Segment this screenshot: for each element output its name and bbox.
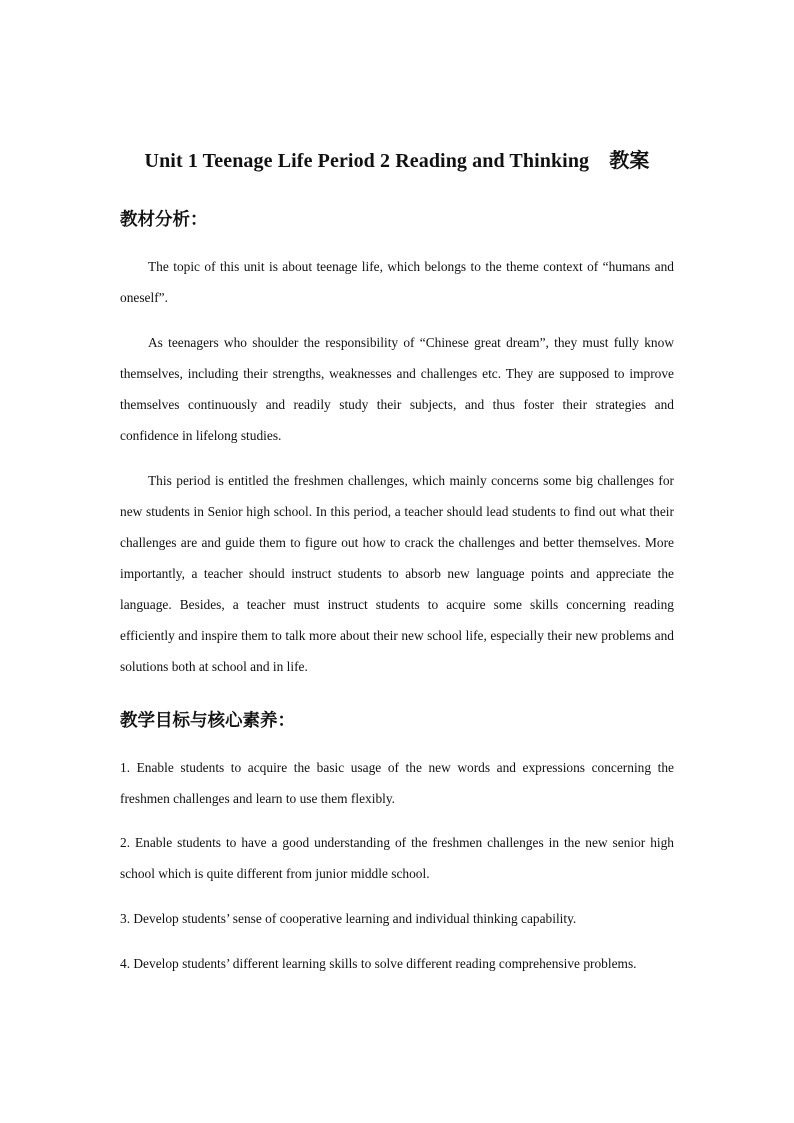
objective-item: 4. Develop students’ different learning skills to solve different reading comprehensive problems. xyxy=(120,956,637,971)
objective-item: 2. Enable students to have a good understanding of the freshmen challenges in the new senior high school which is quite different from junior middle school. xyxy=(120,835,674,881)
document-title: Unit 1 Teenage Life Period 2 Reading and Thinking 教案 xyxy=(144,150,650,172)
objective-item: 3. Develop students’ sense of cooperative learning and individual thinking capability. xyxy=(120,911,577,926)
paragraph: As teenagers who shoulder the responsibility of “Chinese great dream”, they must fully know themselves, including their strengths, weaknesses and challenges etc. They are supposed to improve themselves continuously and readily study their subjects, and thus foster their strategies and confidence in lifelong studies. xyxy=(120,335,674,443)
paragraph: The topic of this unit is about teenage life, which belongs to the theme context of “humans and oneself”. xyxy=(120,259,674,305)
paragraph: This period is entitled the freshmen challenges, which mainly concerns some big challenges for new students in Senior high school. In this period, a teacher should lead students to find out what their challenges are and guide them to figure out how to crack the challenges and better themselves. More importantly, a teacher should instruct students to absorb new language points and appreciate the language. Besides, a teacher must instruct students to acquire some skills concerning reading efficiently and inspire them to talk more about their new school life, especially their new problems and solutions both at school and in life. xyxy=(120,473,674,674)
section-heading-teaching-objectives: 教学目标与核心素养： xyxy=(120,711,295,731)
objective-item: 1. Enable students to acquire the basic usage of the new words and expressions concerning the freshmen challenges and learn to use them flexibly. xyxy=(120,760,674,806)
section-heading-textbook-analysis: 教材分析： xyxy=(120,210,208,230)
